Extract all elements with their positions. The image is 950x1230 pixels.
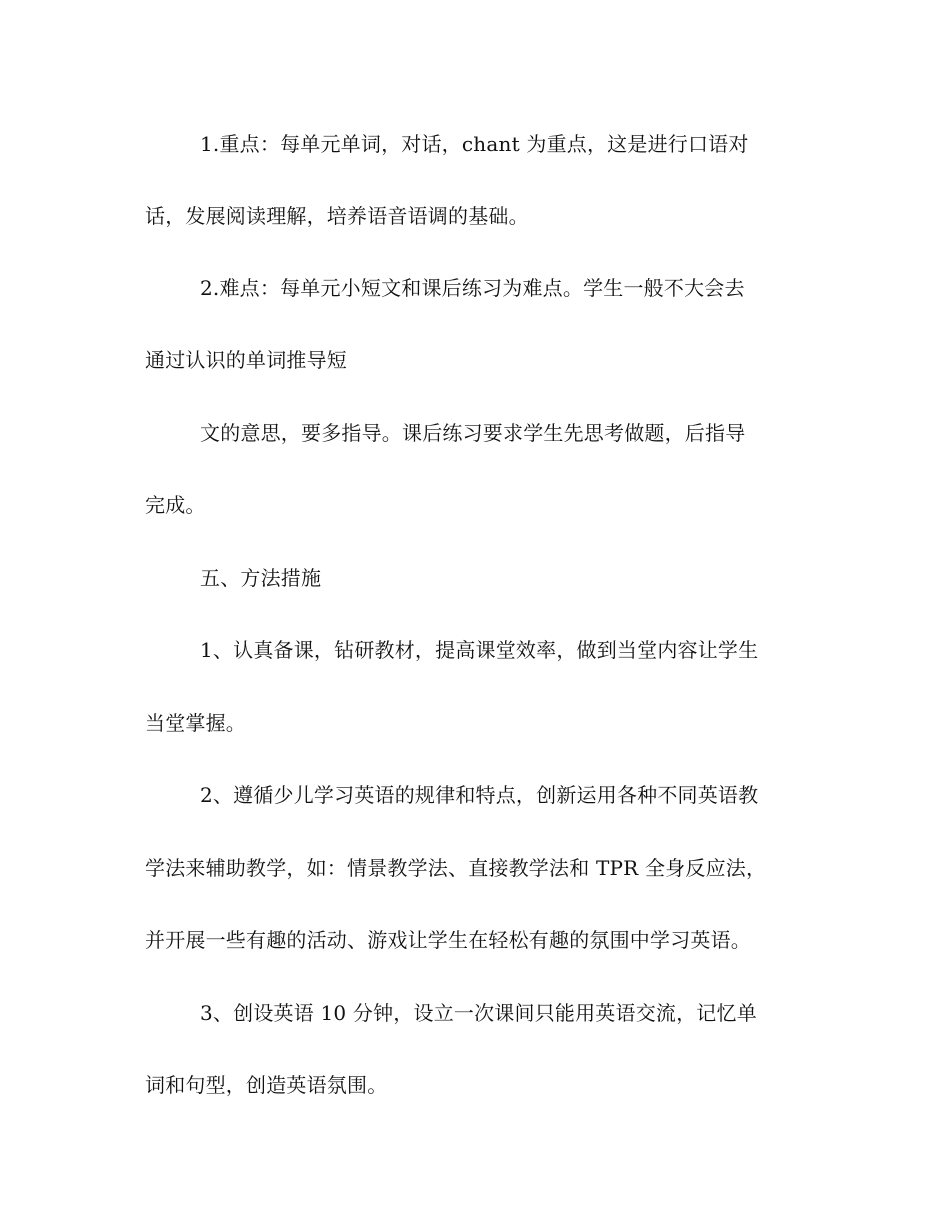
paragraph-line: 当堂掌握。: [145, 711, 246, 735]
paragraph-line: 词和句型，创造英语氛围。: [145, 1073, 388, 1097]
paragraph-line: 1.重点：每单元单词，对话，chant 为重点，这是进行口语对: [200, 132, 749, 156]
paragraph-line: 1、认真备课，钻研教材，提高课堂效率，做到当堂内容让学生: [200, 638, 759, 662]
paragraph-line: 文的意思，要多指导。课后练习要求学生先思考做题，后指导: [200, 421, 746, 445]
paragraph-line: 通过认识的单词推导短: [145, 348, 347, 372]
paragraph-line: 学法来辅助教学，如：情景教学法、直接教学法和 TPR 全身反应法，: [145, 856, 767, 880]
paragraph-line: 并开展一些有趣的活动、游戏让学生在轻松有趣的氛围中学习英语。: [145, 928, 751, 952]
paragraph-line: 3、创设英语 10 分钟，设立一次课间只能用英语交流，记忆单: [200, 1001, 757, 1025]
paragraph-line: 完成。: [145, 493, 206, 517]
paragraph-line: 2、遵循少儿学习英语的规律和特点，创新运用各种不同英语教: [200, 783, 759, 807]
paragraph-line: 2.难点：每单元小短文和课后练习为难点。学生一般不大会去: [200, 276, 745, 300]
section-heading: 五、方法措施: [200, 566, 322, 590]
paragraph-line: 话，发展阅读理解，培养语音语调的基础。: [145, 204, 529, 228]
